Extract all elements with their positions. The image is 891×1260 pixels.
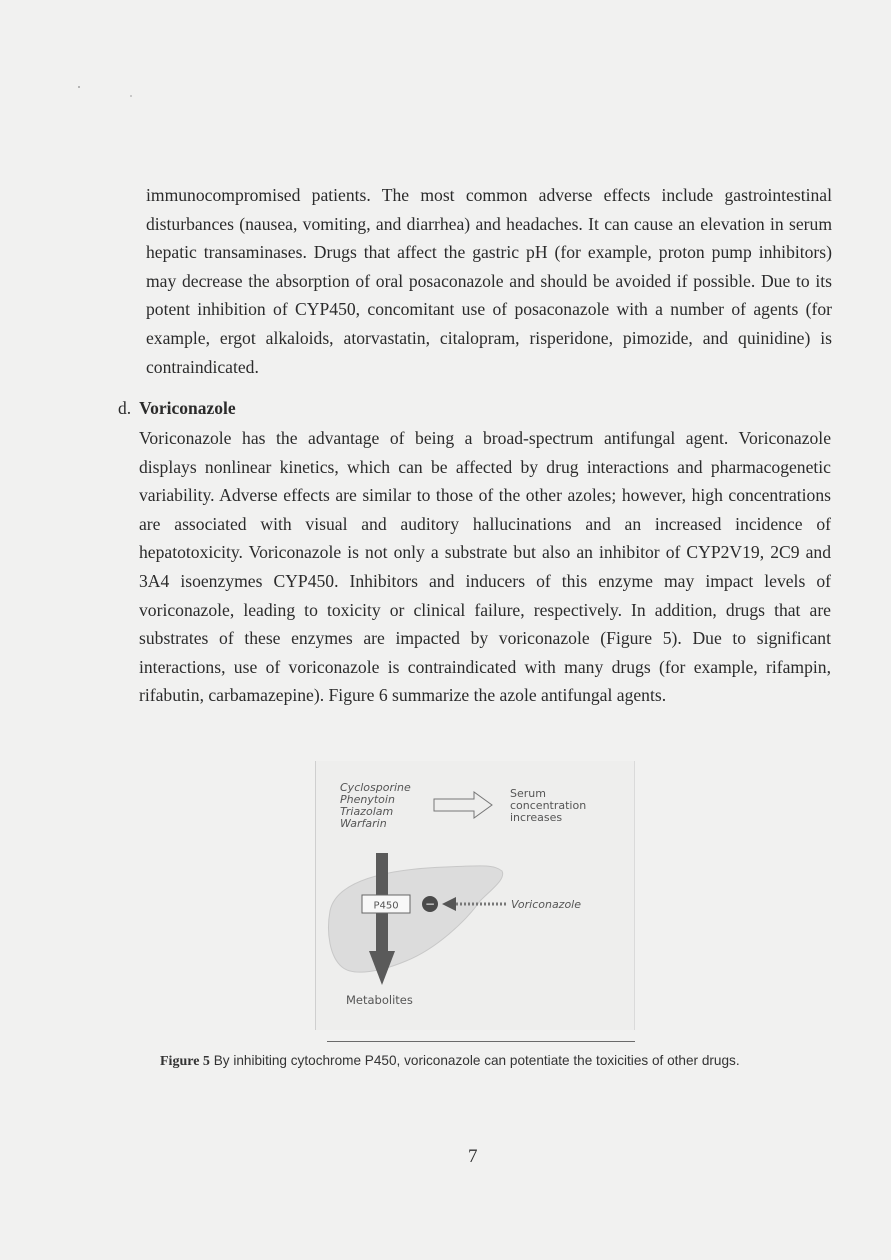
figure-caption (160, 1053, 740, 1070)
scan-speck (78, 86, 80, 88)
figure-caption-rule (327, 1041, 635, 1042)
paragraph-posaconazole: immunocompromised patients. The most common adverse effects include gastrointestinal disturbances (nausea, vomiting, and diarrhea) and headaches. It can cause an elevation in serum hepatic transaminases. Drugs that affect the gastric pH (for example, proton pump inhibitors) may decrease the absorption of oral posaconazole and should be avoided if possible. Due to its potent inhibition of CYP450, concomitant use of posaconazole with a number of agents (for example, ergot alkaloids, atorvastatin, citalopram, risperidone, pimozide, and quinidine) is contraindicated. (146, 185, 832, 377)
page-number: 7 (468, 1146, 478, 1167)
liver-shape (329, 866, 503, 972)
effect-arrow (434, 792, 492, 818)
section-title: Voriconazole (139, 398, 236, 418)
figure-5-diagram (316, 761, 634, 1030)
figure-caption-label: Figure 5 (160, 1054, 210, 1069)
voriconazole-label: Voriconazole (511, 898, 582, 911)
figure-5 (315, 761, 635, 1030)
paragraph-voriconazole: Voriconazole has the advantage of being a broad-spectrum antifungal agent. Voriconazole displays nonlinear kinetics, which can be affected by drug interactions and pharmacogenetic variability. Adverse effects are similar to those of the other azoles; however, high concentrations are associated with visual and auditory hallucinations and an increased incidence of hepatotoxicity. Voriconazole is not only a substrate but also an inhibitor of CYP2V19, 2C9 and 3A4 isoenzymes CYP450. Inhibitors and inducers of this enzyme may impact levels of voriconazole, leading to toxicity or clinical failure, respectively. In addition, drugs that are substrates of these enzymes are impacted by voriconazole (Figure 5). Due to significant interactions, use of voriconazole is contraindicated with many drugs (for example, rifampin, rifabutin, carbamazepine). Figure 6 summarize the azole antifungal agents. (139, 428, 831, 706)
metabolites-label: Metabolites (346, 993, 413, 1007)
inhibition-symbol: − (424, 897, 436, 911)
drug-label: Cyclosporine (340, 781, 411, 794)
section-heading-voriconazole (118, 398, 236, 419)
effect-label: increases (510, 811, 563, 824)
drug-label: Triazolam (340, 805, 394, 818)
drug-label: Warfarin (340, 817, 387, 830)
effect-label: concentration (510, 799, 587, 812)
section-marker: d. (118, 398, 132, 418)
effect-label: Serum (510, 787, 546, 800)
scan-speck (130, 95, 132, 97)
drug-label: Phenytoin (340, 793, 395, 806)
figure-caption-text: By inhibiting cytochrome P450, voriconazole can potentiate the toxicities of other drugs. (213, 1053, 740, 1068)
p450-label: P450 (373, 900, 399, 912)
